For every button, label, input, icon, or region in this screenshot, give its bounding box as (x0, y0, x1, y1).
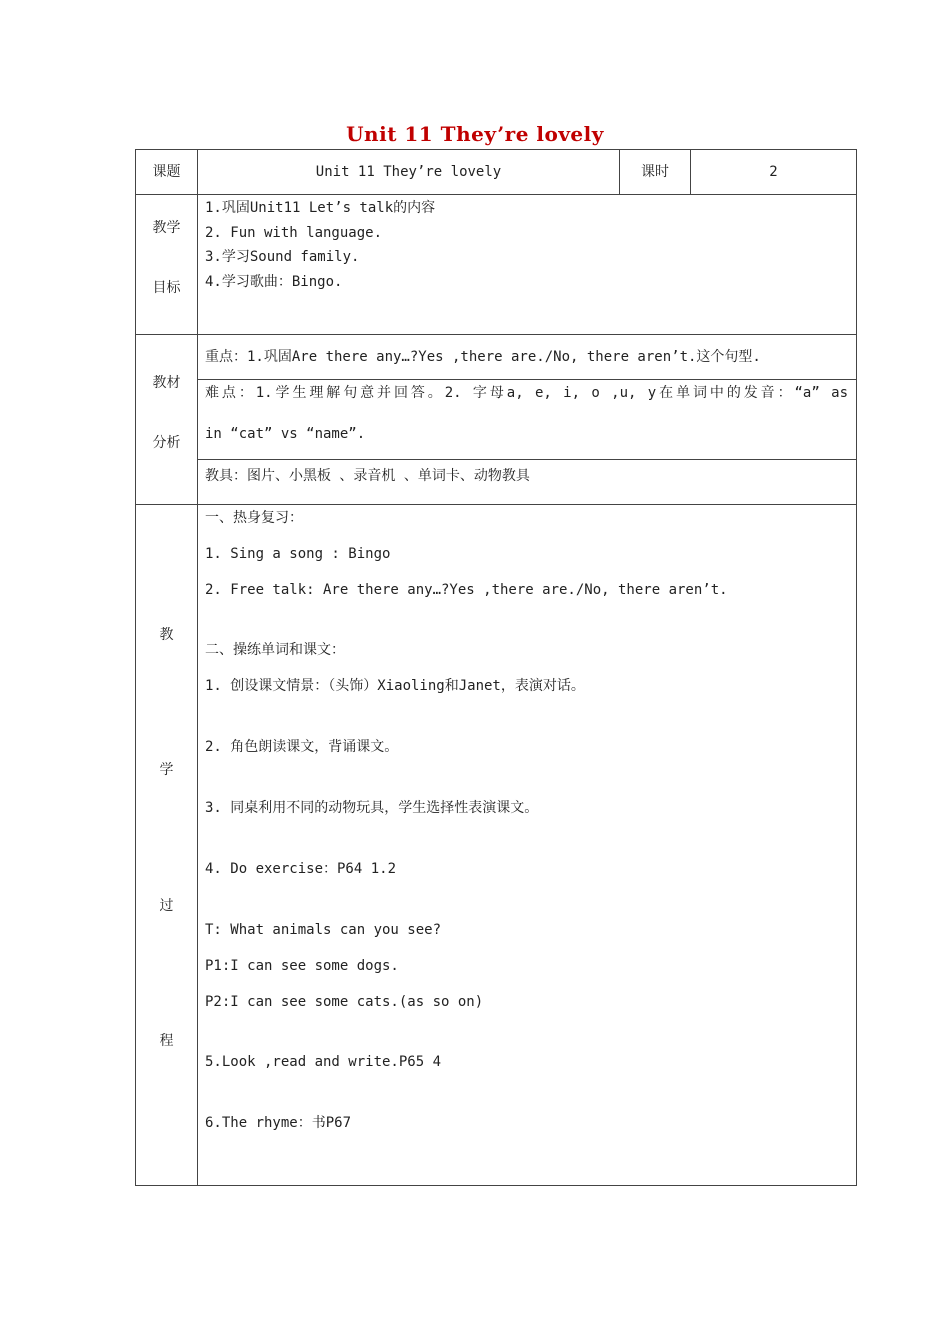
process-line: 5.Look ,read and write.P65 4 (205, 1054, 442, 1070)
process-line: 6.The rhyme：书P67 (205, 1115, 352, 1131)
objective-item: 1.巩固Unit11 Let’s talk的内容 (205, 200, 436, 216)
objectives-label-1: 教学 (152, 220, 181, 236)
process-line: 一、热身复习： (205, 510, 303, 526)
process-line: 2. 角色朗读课文，背诵课文。 (205, 739, 399, 755)
process-label-char: 学 (159, 762, 174, 778)
teaching-aids: 教具：图片、小黑板 、录音机 、单词卡、动物教具 (205, 468, 530, 484)
document-title: Unit 11 They’re lovely (346, 122, 604, 146)
process-label-char: 过 (159, 898, 174, 914)
process-line: T: What animals can you see? (205, 922, 442, 938)
analysis-label-1: 教材 (152, 375, 181, 391)
key-points: 重点：1.巩固Are there any…?Yes ,there are./No, there aren’t.这个句型. (205, 349, 761, 365)
process-line: P1:I can see some dogs. (205, 958, 399, 974)
periods-label: 课时 (641, 164, 669, 180)
process-line: 二、操练单词和课文： (205, 642, 345, 658)
difficult-points-line-2: in “cat” vs “name”. (205, 426, 366, 442)
analysis-label-2: 分析 (152, 435, 181, 451)
process-line: 3. 同桌利用不同的动物玩具，学生选择性表演课文。 (205, 800, 539, 816)
difficult-points-line-1: 难点：1.学生理解句意并回答。2. 字母a, e, i, o ,u, y在单词中的发音：“a” as (205, 385, 848, 401)
periods-value: 2 (769, 164, 778, 180)
objective-item: 4.学习歌曲：Bingo. (205, 274, 343, 290)
topic-label: 课题 (152, 164, 181, 180)
process-label-char: 教 (159, 627, 174, 643)
process-line: 4. Do exercise：P64 1.2 (205, 861, 397, 877)
topic-value: Unit 11 They’re lovely (315, 164, 502, 180)
objective-item: 3.学习Sound family. (205, 249, 360, 265)
process-label-char: 程 (159, 1033, 174, 1049)
objective-item: 2. Fun with language. (205, 225, 383, 241)
objectives-label-2: 目标 (152, 280, 181, 296)
process-line: P2:I can see some cats.(as so on) (205, 994, 484, 1010)
process-line: 2. Free talk: Are there any…?Yes ,there are./No, there aren’t. (205, 582, 728, 598)
process-line: 1. 创设课文情景：（头饰）Xiaoling和Janet，表演对话。 (205, 678, 585, 694)
process-line: 1. Sing a song : Bingo (205, 546, 391, 562)
